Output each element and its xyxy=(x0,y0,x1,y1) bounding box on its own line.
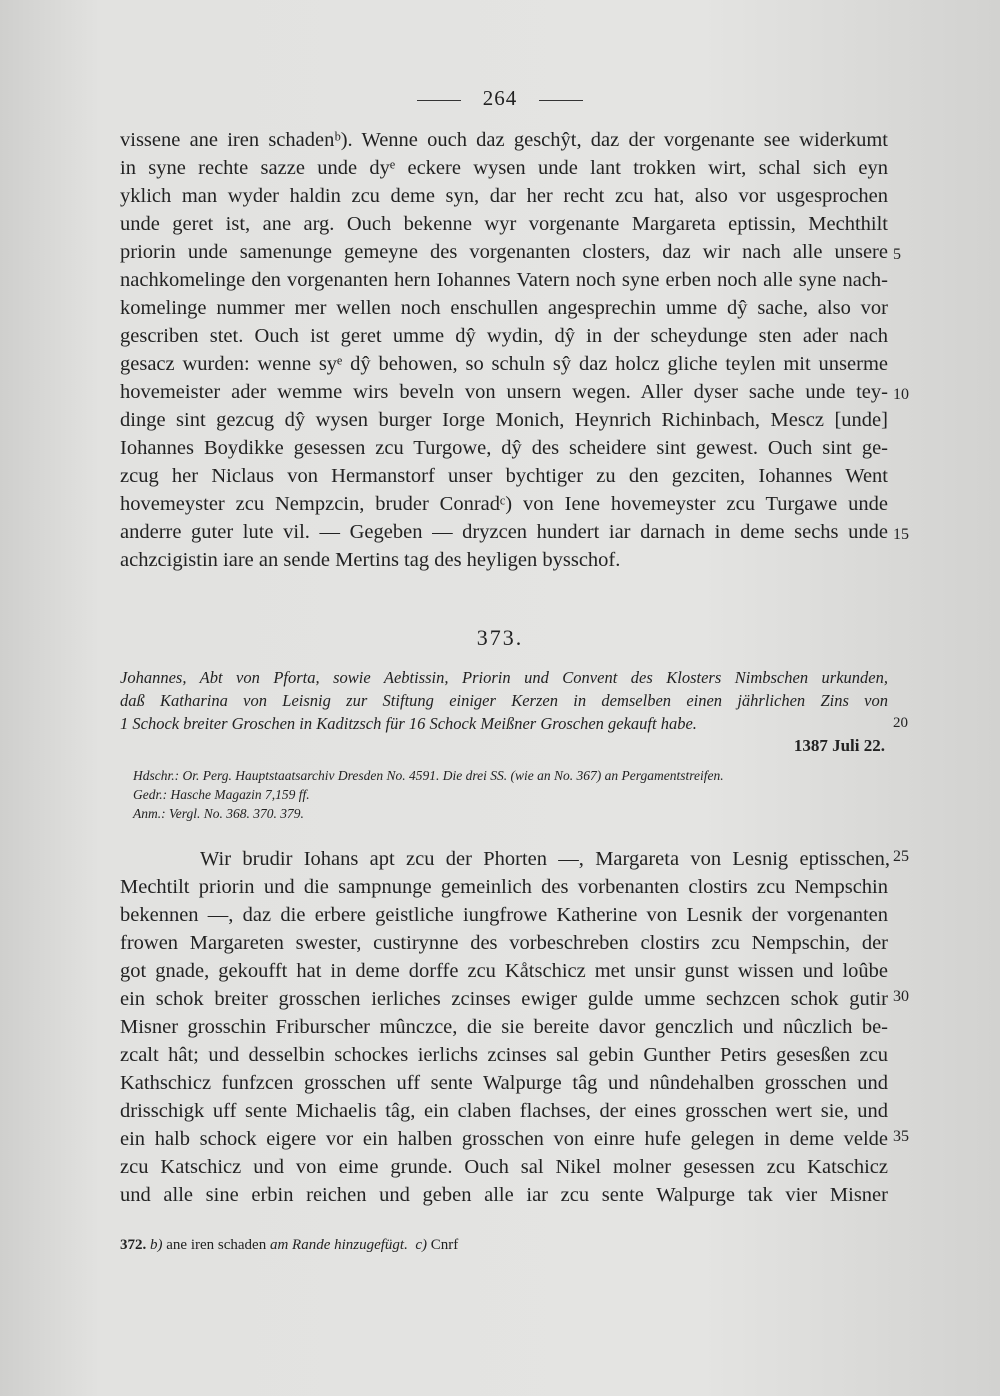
text-line: Iohannes Boydikke gesessen zcu Turgowe, dŷ des scheidere sint gewest. Ouch sint ge- xyxy=(120,437,888,459)
text-line: zcug her Niclaus von Hermanstorf unser bychtiger zu den gezciten, Iohannes Went xyxy=(120,465,888,487)
text-line: bekennen —, daz die erbere geistliche iungfrowe Katherine von Lesnik der vorgenanten xyxy=(120,904,888,926)
text-line: priorin unde samenunge gemeyne des vorgenanten closters, daz wir nach alle unsere xyxy=(120,241,888,263)
text-line: ein schok breiter grosschen ierliches zcinses ewiger gulde umme sechzcen schok gutir xyxy=(120,988,888,1010)
page-number-text: 264 xyxy=(482,86,518,110)
text-line: yklich man wyder haldin zcu deme syn, dar her recht zcu hat, also vor usgesprochen xyxy=(120,185,888,207)
regest-line: daß Katharina von Leisnig zur Stiftung einiger Kerzen in demselben einen jährlichen Zins von xyxy=(120,691,888,710)
regest-line: Johannes, Abt von Pforta, sowie Aebtissin, Priorin und Convent des Klosters Nimbschen urkunden, xyxy=(120,668,888,687)
text-line: achzcigistin iare an sende Mertins tag des heyligen bysschof. xyxy=(120,549,621,571)
text-line: vissene ane iren schadenᵇ). Wenne ouch daz geschŷt, daz der vorgenante see widerkumt xyxy=(120,129,888,151)
footnote-b-comment: am Rande hinzugefügt. xyxy=(269,1237,408,1253)
footnote xyxy=(120,1237,458,1254)
document-number: 373. xyxy=(476,625,524,650)
footnote-ref: 372. xyxy=(120,1237,147,1253)
source-line: Gedr.: Hasche Magazin 7,159 ff. xyxy=(133,787,310,802)
source-line: Anm.: Vergl. No. 368. 370. 379. xyxy=(133,806,304,821)
text-line: gescriben stet. Ouch ist geret umme dŷ wydin, dŷ in der scheydunge sten ader nach xyxy=(120,325,888,347)
text-line: hovemeister ader wemme wirs beveln von unsern wegen. Aller dyser sache unde tey- xyxy=(120,381,888,403)
rule-right xyxy=(539,100,583,101)
footnote-c-text: Cnrf xyxy=(430,1237,459,1253)
text-line: nachkomelinge den vorgenanten hern Iohannes Vatern noch syne erben noch alle syne nach- xyxy=(120,269,888,291)
line-number: 30 xyxy=(893,988,909,1005)
footnote-marker-b: b) xyxy=(150,1237,163,1253)
text-line: hovemeyster zcu Nempzcin, bruder Conradᶜ) von Iene hovemeyster zcu Turgawe unde xyxy=(120,493,888,515)
footnote-b-text: ane iren schaden xyxy=(166,1237,267,1253)
source-line: Hdschr.: Or. Perg. Hauptstaatsarchiv Dresden No. 4591. Die drei SS. (wie an No. 367) an Pergamentstreifen. xyxy=(133,768,724,783)
line-number: 5 xyxy=(893,246,901,263)
text-line: anderre guter lute vil. — Gegeben — dryzcen hundert iar darnach in deme sechs unde xyxy=(120,521,888,543)
text-line: ein halb schock eigere vor ein halben grosschen von einre hufe gelegen in deme velde xyxy=(120,1128,888,1150)
text-line: got gnade, gekoufft hat in deme dorffe zcu Kåtschicz met unsir gunst wissen und loûbe xyxy=(120,960,888,982)
text-line: gesacz wurden: wenne syᵉ dŷ behowen, so schuln sŷ daz holcz gliche teylen mit unserme xyxy=(120,353,888,375)
line-number: 10 xyxy=(893,386,909,403)
text-line: zcalt hât; und desselbin schockes ierlichs zcinses sal gebin Gunther Petirs gesesßen zcu xyxy=(120,1044,888,1066)
text-line: Kathschicz funfzcen grosschen uff sente Walpurge tâg und nûndehalben grosschen und xyxy=(120,1072,888,1094)
line-number: 15 xyxy=(893,526,909,543)
footnote-marker-c: c) xyxy=(415,1237,428,1253)
text-line: zcu Katschicz und von eime grunde. Ouch sal Nikel molner gesessen zcu Katschicz xyxy=(120,1156,888,1178)
document-date: 1387 Juli 22. xyxy=(793,736,885,755)
text-line: in syne rechte sazze unde dyᵉ eckere wysen unde lant trokken wirt, schal sich eyn xyxy=(120,157,888,179)
text-line: komelinge nummer mer wellen noch enschullen angesprechin umme dŷ sache, also vor xyxy=(120,297,888,319)
line-number: 20 xyxy=(893,715,908,731)
text-line: dinge sint gezcug dŷ wysen burger Iorge Monich, Heynrich Richinbach, Mescz [unde] xyxy=(120,409,888,431)
text-line: Wir brudir Iohans apt zcu der Phorten —, Margareta von Lesnig eptisschen, xyxy=(200,848,890,870)
line-number: 25 xyxy=(893,848,909,865)
page-number xyxy=(0,86,1000,111)
text-line: und alle sine erbin reichen und geben alle iar zcu sente Walpurge tak vier Misner xyxy=(120,1184,888,1206)
text-line: frowen Margareten swester, custirynne des vorbeschreben clostirs zcu Nempschin, der xyxy=(120,932,888,954)
regest-line: 1 Schock breiter Groschen in Kaditzsch für 16 Schock Meißner Groschen gekauft habe. xyxy=(120,714,697,733)
text-line: Mechtilt priorin und die sampnunge gemeinlich des vorbenanten clostirs zcu Nempschin xyxy=(120,876,888,898)
text-line: unde geret ist, ane arg. Ouch bekenne wyr vorgenante Margareta eptissin, Mechthilt xyxy=(120,213,888,235)
text-line: drisschigk uff sente Michaelis tâg, ein claben flachses, der eines grosschen wert sie, und xyxy=(120,1100,888,1122)
line-number: 35 xyxy=(893,1128,909,1145)
rule-left xyxy=(417,100,461,101)
text-line: Misner grosschin Friburscher mûnczce, die sie bereite davor genczlich und nûczlich be- xyxy=(120,1016,888,1038)
